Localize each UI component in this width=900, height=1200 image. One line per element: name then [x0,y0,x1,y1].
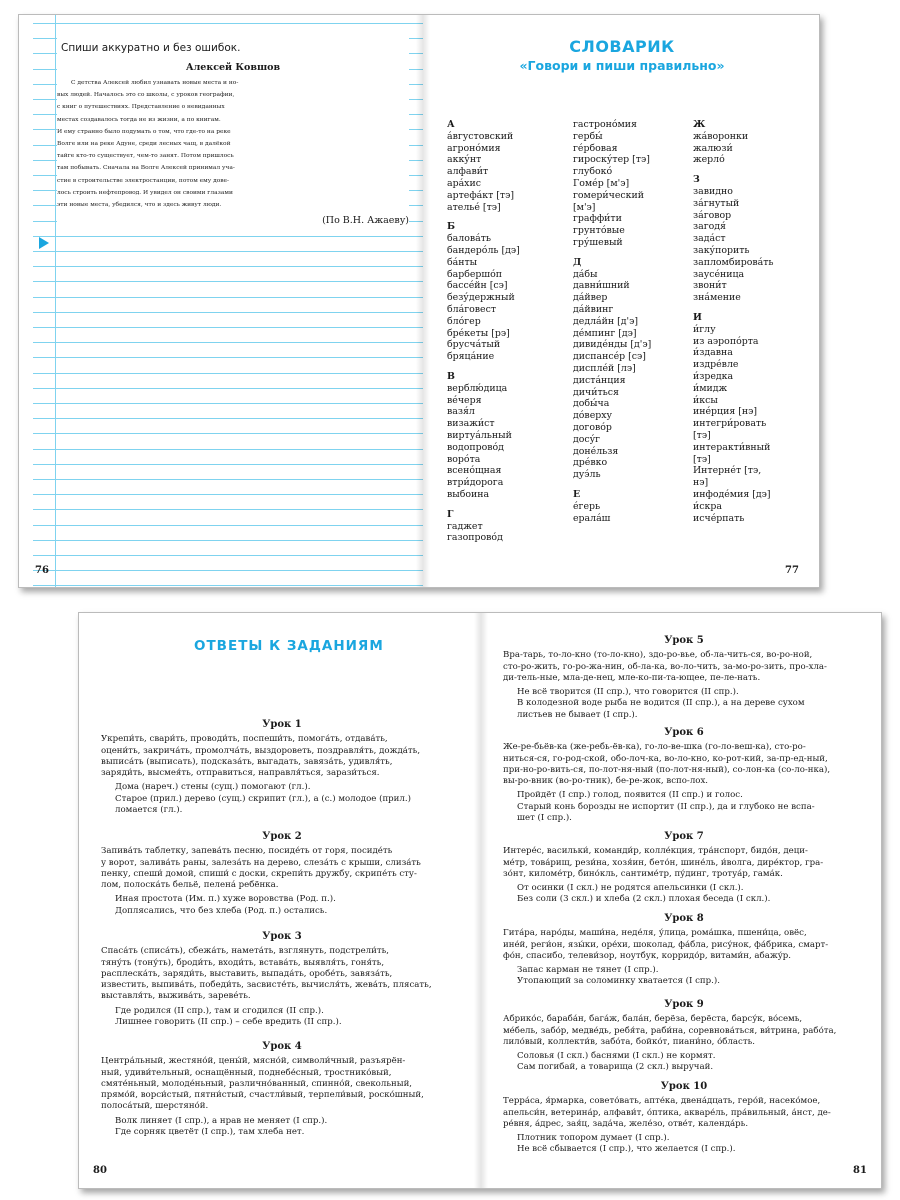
dictionary-column-3 [693,119,774,524]
dictionary-word: за́гнутый [693,197,740,209]
ruled-line [33,464,423,465]
ruled-line [33,236,423,237]
dictionary-word: втри́дорога [447,477,504,489]
lesson-block [101,719,463,816]
ruled-line [33,373,423,374]
dictionary-word: догово́р [573,421,612,433]
dictionary-word: вазя́л [447,406,475,418]
lesson-answer-line: тяну́ть (тону́ть), броди́ть, входи́ть, встава́ть, выявля́ть, гоня́ть, [101,957,385,968]
dictionary-word: инфоде́мия [дэ] [693,488,771,500]
dictionary-word: дивиде́нды [д'э] [573,339,652,351]
lesson-answer-line: выписа́ть (выписать), подсказа́ть, выгадать, завяза́ть, удивля́ть, [101,756,393,767]
dictionary-word: да́йвер [573,292,608,304]
copy-exercise [57,35,409,226]
dictionary-column-2 [573,119,651,524]
dictionary-word: бло́гер [447,315,481,327]
dictionary-letter: З [693,174,700,186]
dictionary-word: и́зредка [693,370,734,382]
dictionary-word: [тэ] [693,429,711,441]
dictionary-word: давни́шний [573,280,630,292]
lesson-block [101,1041,463,1138]
dictionary-word: добы́ча [573,398,610,410]
dictionary-word: глубоко́ [573,166,613,178]
lesson-heading: Урок 4 [262,1041,302,1052]
dictionary-word: да́йвинг [573,303,614,315]
dictionary-word: гастроно́мия [573,119,637,130]
story-line: И ему странно было подумать о том, что где-то на реке [57,128,231,135]
dictionary-word: ара́хис [447,177,481,189]
page-number-left: 76 [35,565,49,576]
story-line: С детства Алексей любил узнавать новые места и но- [71,80,239,86]
dictionary-letter: Г [447,508,454,520]
lesson-example-line: Без соли (3 скл.) и хлеба (2 скл.) плохая беседа (I скл.). [517,894,771,905]
lesson-answer-line: смяте́ньный, молоде́ньный, различно́ванный, спинно́й, свекольный, [101,1078,413,1089]
dictionary-word: заусе́ница [693,268,745,280]
dictionary-word: и́мидж [693,382,728,394]
lesson-block [503,635,865,721]
ruled-line [33,418,423,419]
dictionary-letter: А [447,119,455,130]
dictionary-word: до́верху [573,410,613,422]
story-title: Алексей Ковшов [185,62,281,73]
dictionary-word: за́говор [693,209,732,221]
lesson-example-line: шет (I спр.). [517,813,572,824]
story-line: тайге кто-то существует, чем-то занят. Потом пришлось [57,153,234,160]
lesson-answer-line: Абрико́с, бараба́н, бага́ж, бала́н, берёза, берёста, барсу́к, во́семь, [503,1014,803,1025]
dictionary-word: Интерне́т [тэ, [693,465,762,477]
dictionary-word: интеракти́вный [693,441,771,453]
lesson-heading: Урок 1 [262,719,302,730]
lesson-example-line: В колодезной воде рыба не водится (II спр.), а на дереве сухом [517,698,805,709]
answers-title: ОТВЕТЫ К ЗАДАНИЯМ [194,638,384,654]
dictionary-word: дистáнция [573,374,626,386]
lesson-answer-line: Центра́льный, жестяно́й, цены́й, мясно́й, символи́чный, разъярён- [101,1056,406,1067]
lesson-example-line: Лишнее говорить (II спр.) – себе вредить (II спр.). [115,1017,342,1028]
lesson-block [101,831,463,917]
dictionary-word: ве́черя [447,394,482,406]
lesson-answer-line: пенку, спеши́ домой, спиши́ с доски, скрепи́ть дружбу, скрипе́ть сту- [101,868,417,879]
dictionary-word: визажи́ст [447,418,495,430]
dictionary-word: ба́нты [447,256,478,268]
page-number-80: 80 [93,1165,107,1176]
dictionary-letter: Е [573,488,581,500]
ruled-line [33,525,423,526]
dictionary-word: ине́рция [нэ] [693,406,758,418]
dictionary-word: исче́рпать [693,512,745,524]
page-80 [79,613,479,1188]
story-line: Волге или на реке Адуне, среди лесных чащ, в далёкой [57,141,231,148]
lesson-answer-line: лом, полоска́ть бельё, пеленá ребёнка. [101,880,279,891]
lesson-heading: Урок 2 [262,831,302,842]
story-line: там побывать. Сначала на Волге Алексей принимал уча- [57,165,235,172]
dictionary-word: и́скра [693,500,722,512]
dictionary-word: досу́г [573,433,601,445]
lesson-example-line: Старое (прил.) дерево (сущ.) скрипит (гл.), а (с.) молодое (прил.) [115,793,411,804]
lesson-heading: Урок 5 [664,635,704,646]
lesson-answer-line: апельси́н, ветерина́р, алфави́т, о́птика, акваре́ль, пра́вильный, а́нст, де- [503,1107,831,1118]
dictionary-word: выбоина [447,488,490,500]
lesson-block [503,999,865,1074]
ruled-line [33,585,423,586]
page-number-81: 81 [853,1165,867,1176]
lesson-answer-line: Вра-тарь, то-ло-кно (то-ло-кно), здо-ро-вье, об-ла-чить-ся, во-ро-ной, [503,650,813,661]
lesson-answer-line: ме́бель, забо́р, медве́дь, ребя́та, раби́на, соревнова́ться, ви́трина, рабо́та, [503,1025,837,1036]
dictionary-word: агроно́мия [447,142,501,154]
ruled-line [33,281,423,282]
dictionary-word: Гоме́р [м'э] [573,177,630,189]
dictionary-word: задáст [693,233,726,245]
dictionary-word: дуэ́ль [573,469,601,481]
lesson-answer-line: ниться-ся, го-род-ской, обо-лоч-ка, во-ло-кно, ко-рот-кий, за-пр-ед-ный, [503,753,828,764]
dictionary-title: СЛОВАРИК [569,37,675,56]
arrow-marker-icon [39,237,49,249]
lesson-answer-line: Гита́ра, наро́ды, маши́на, неде́ля, у́лица, рома́шка, пшени́ца, овёс, [503,928,807,939]
lesson-example-line: Доплясались, что без хлеба (Род. п.) остались. [115,905,328,916]
dictionary-letter: Ж [693,119,706,130]
dictionary-word: барбершо́п [447,268,503,280]
lesson-answer-line: Запива́ть таблетку, запева́ть песню, посиде́ть от горя, посиде́ть [101,846,393,857]
dictionary-word: алфави́т [447,166,489,178]
dictionary-subtitle: «Говори и пиши правильно» [519,58,725,73]
ruled-line [33,540,423,541]
dictionary-word: ателье́ [тэ] [447,201,501,213]
lesson-example-line: От осинки (I скл.) не родятся апельсинки (I скл.). [517,883,744,894]
lesson-answer-line: Интере́с, васильки́, команди́р, колле́кция, тра́нспорт, бидо́н, деци- [503,846,808,857]
dictionary-letter: И [693,311,702,323]
dictionary-word: артефа́кт [тэ] [447,189,515,201]
lesson-example-line: Плотник топором думает (I спр.). [517,1133,670,1144]
lesson-example-line: Где сорняк цветёт (I спр.), там хлеба нет. [115,1127,305,1138]
dictionary-word: заку́порить [693,244,750,256]
lesson-example-line: Пройдёт (I спр.) голод, появится (II спр.) и голос. [517,790,743,801]
spread-pages-76-77 [18,14,820,588]
lesson-block [503,831,865,906]
lesson-example-line: ломается (гл.). [115,805,183,816]
lesson-answer-line: прямо́й, ворси́стый, пятни́стый, счастли́вый, терпели́вый, роско́шный, [101,1090,424,1101]
ruled-line [33,509,423,510]
dictionary-word: бандеро́ль [дэ] [447,244,520,256]
lesson-answer-line: выставля́ть, выжива́ть, заревéть. [101,991,251,1002]
dictionary-word: áвгустовский [447,130,514,142]
lesson-answer-line: расплеска́ть, заряди́ть, выставить, выпада́ть, оробе́ть, завяза́ть, [101,968,393,979]
dictionary-word: гербы́ [573,130,603,142]
lesson-answer-line: ный, удиви́тельный, оснащённый, поднебе́сный, тростнико́вый, [101,1067,392,1078]
lesson-block [101,931,463,1028]
ruled-line [33,23,423,24]
dictionary-word: дре́вко [573,457,608,469]
ruled-line [33,570,423,571]
lesson-example-line: Старый конь борозды не испортит (II спр.), да и глубоко не вспа- [517,801,815,812]
dictionary-column-1 [447,119,520,544]
page-81 [481,613,881,1188]
dictionary-word: грунто́вые [573,225,625,237]
lesson-heading: Урок 9 [664,999,704,1010]
page-77 [425,15,819,587]
lesson-answer-line: при-но-ро-вить-ся, по-лот-ня-ный (по-лот-ня-ный), со-лон-ка (со-ло-нка), [503,764,831,775]
lesson-heading: Урок 3 [262,931,302,942]
dictionary-word: завидно [693,185,733,197]
lesson-answer-line: Спаса́ть (списа́ть), сбежа́ть, намета́ть, взглянуть, подстрели́ть, [101,946,390,957]
ruled-line [33,494,423,495]
ruled-line [33,388,423,389]
ruled-line [33,327,423,328]
lesson-answer-line: полоса́тый, шерстяно́й. [101,1101,209,1112]
lesson-example-line: Соловья (I скл.) баснями (I скл.) не кормят. [517,1051,716,1062]
lesson-heading: Урок 8 [664,913,704,924]
dictionary-word: запломбирова́ть [693,256,774,268]
dictionary-word: водопрово́д [447,441,504,453]
story-source: (По В.Н. Ажаеву) [322,215,409,227]
dictionary-word: гироску́тер [тэ] [573,154,650,166]
dictionary-word: зна́мение [693,292,741,304]
story-line: стие в строительстве электростанции, потом ему дове- [57,177,230,184]
dictionary-word: из аэропо́рта [693,335,759,347]
dictionary-word: жерло́ [693,154,725,166]
dictionary-word: да́бы [573,268,598,280]
dictionary-word: бассе́йн [сэ] [447,280,508,292]
lesson-answer-line: ме́тр, това́рищ, рези́на, хозя́ин, бето́н, шине́ль, и́волга, дире́ктор, гра- [503,857,824,868]
ruled-line [33,357,423,358]
lesson-heading: Урок 6 [664,727,704,738]
margin-line [55,15,56,587]
story-line: с книг о путешествиях. Представление о невиданных [57,104,225,111]
story-line: лось строить нефтепровод. И увидел он своими глазами [57,189,233,196]
lesson-example-line: листьев не бывает (I спр.). [517,709,638,720]
dictionary-word: всено́щная [447,465,502,477]
lesson-answer-line: у ворот, залива́ть раны, залеза́ть на дерево, слеза́ть с крыши, слиза́ть [101,857,421,868]
lesson-example-line: Дома (нареч.) стены (сущ.) помогают (гл.). [115,782,311,793]
ruled-line [33,251,423,252]
dictionary-word: жалюзи́ [693,142,733,154]
lesson-answer-line: известить, выпива́ть, победи́ть, засвисте́ть, вычисля́ть, жева́ть, плясать, [101,980,432,991]
dictionary-word: верблю́дица [447,382,508,394]
lesson-answer-line: Же-ре-бьёв-ка (же-ребь-ёв-ка), го-ло-ве-шка (го-ло-веш-ка), сто-ро- [503,742,806,753]
lesson-answer-line: фо́н, спасибо, телеви́зор, ноутбук, корридо́р, витами́н, абажу́р. [503,950,792,961]
story-text [57,77,409,211]
lesson-answer-line: ре́вня, а́дрес, зая́ц, зада́ча, желе́зо, отве́т, календа́рь. [503,1118,749,1129]
ruled-line [33,479,423,480]
dictionary-word: гаджет [447,520,483,532]
ruled-line [33,266,423,267]
lesson-block [503,1081,865,1156]
dictionary-word: дедла́йн [д'э] [573,315,639,327]
lesson-heading: Урок 7 [664,831,704,842]
dictionary-word: звони́т [693,280,727,292]
dictionary-word: ге́рбовая [573,142,618,154]
dictionary-word: и́ксы [693,394,718,406]
dictionary-word: бре́кеты [рэ] [447,327,510,339]
dictionary-word: нэ] [693,477,709,489]
lesson-example-line: Иная простота (Им. п.) хуже воровства (Род. п.). [115,894,336,905]
dictionary-word: акку́нт [447,154,482,166]
dictionary-word: гомери́ческий [573,189,644,201]
lesson-answer-line: ди-тель-ные, мла-де-нец, мле-ко-пи-та-ющее, пе-ле-нать. [503,672,761,683]
dictionary-letter: Б [447,221,456,233]
ruled-line [33,342,423,343]
dictionary-letter: Д [573,256,582,268]
dictionary-word: [м'э] [573,201,596,213]
lesson-example-line: Не всё творится (II спр.), что говорится (II спр.). [517,687,739,698]
dictionary-word: ерала́ш [573,512,611,524]
dictionary-word: де́мпинг [дэ] [573,327,637,339]
dictionary-word: безу́держный [447,292,515,304]
lesson-example-line: Где родился (II спр.), там и сгодился (II спр.). [115,1005,324,1016]
lesson-answer-line: зо́нт, киломе́тр, бино́кль, сантиме́тр, пу́динг, тротуа́р, гама́к. [503,868,783,879]
lesson-answer-line: ине́й, реги́он, язы́ки, оре́хи, шоколад, фа́бла, рису́нок, фа́брика, смарт- [503,939,829,950]
dictionary-word: жа́воронки [693,130,749,142]
dictionary-word: граффи́ти [573,213,622,225]
dictionary-word: виртуа́льный [447,429,512,441]
page-76 [19,15,423,587]
lesson-example-line: Утопающий за соломинку хватается (I спр.). [517,976,720,987]
dictionary-word: диспле́й [лэ] [573,362,636,374]
story-line: эти новые места, убедился, что и здесь живут люди. [57,202,222,209]
dictionary-heading [425,37,819,73]
dictionary-word: и́здавна [693,347,733,359]
dictionary-word: интегри́ровать [693,418,767,430]
ruled-line [33,555,423,556]
lesson-block [503,913,865,988]
lesson-answer-line: вы-ро-вник (во-ро-тник), бе-ре-жок, вспо-лох. [503,776,709,787]
dictionary-word: газопрово́д [447,532,503,544]
story-line: вых людей. Началось это со школы, с уроков географии, [57,92,235,99]
ruled-line [33,433,423,434]
dictionary-word: бряца́ние [447,351,495,363]
page-number-right: 77 [785,565,799,576]
dictionary-letter: В [447,370,455,382]
lesson-block [503,727,865,824]
lesson-heading: Урок 10 [660,1081,708,1092]
lesson-example-line: Сам погибай, а товарища (2 скл.) выручай. [517,1062,714,1073]
dictionary-word: гру́шевый [573,236,623,248]
story-line: местах создавалось тогда не из жизни, а по книгам. [57,116,221,123]
ruled-line [33,312,423,313]
dictionary-word: диспансе́р [сэ] [573,351,646,363]
dictionary-word: дичи́ться [573,386,619,398]
lesson-answer-line: Укрепи́ть, свари́ть, проводи́ть, поспеши́ть, помога́ть, отдава́ть, [101,734,388,745]
exercise-instruction: Спиши аккуратно и без ошибок. [61,42,241,54]
ruled-line [33,403,423,404]
lesson-example-line: Запас карман не тянет (I спр.). [517,965,659,976]
dictionary-word: доне́льзя [573,445,619,457]
lesson-answer-line: оцени́ть, закрича́ть, промолча́ть, выздороветь, поздравля́ть, дожда́ть, [101,745,421,756]
dictionary-word: е́герь [573,500,601,512]
dictionary-word: брусча́тый [447,339,501,351]
lesson-example-line: Не всё сбывается (I спр.), что желается (I спр.). [517,1144,736,1155]
lesson-answer-line: заряди́ть, высмея́ть, отправиться, направля́ться, зарази́ться. [101,768,380,779]
spread-pages-80-81 [78,612,882,1189]
lesson-answer-line: лило́вый, коллекти́в, забо́та, бойко́т, пиани́но, о́бласть. [503,1036,756,1047]
ruled-line [33,297,423,298]
dictionary-word: балова́ть [447,233,491,245]
dictionary-word: и́глу [693,323,716,335]
dictionary-word: издре́вле [693,359,739,371]
dictionary-word: загодя́ [693,221,726,233]
dictionary-word: воро́та [447,453,481,465]
dictionary-word: [тэ] [693,453,711,465]
ruled-line [33,449,423,450]
lesson-answer-line: сто-ро-жить, го-ро-жа-нин, об-ла-ка, во-ло-чить, за-мо-ро-зить, про-хла- [503,661,827,672]
lesson-answer-line: Терра́са, я́рмарка, совето́вать, апте́ка, двена́дцать, геро́й, насеко́мое, [503,1096,821,1107]
dictionary-word: бла́говест [447,303,497,315]
lesson-example-line: Волк линяет (I спр.), а нрав не меняет (I спр.). [115,1115,328,1126]
